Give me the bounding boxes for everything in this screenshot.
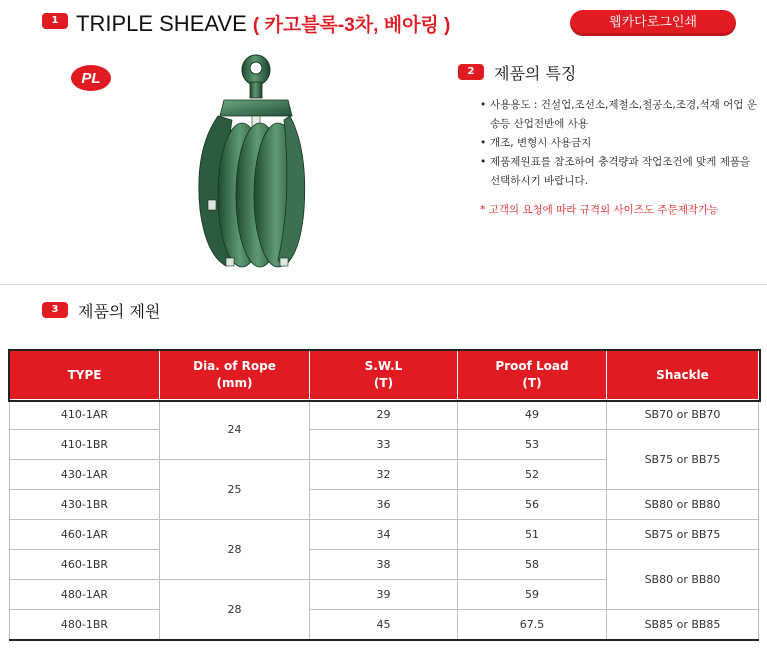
product-subtitle: ( 카고블록-3차, 베아링 ) bbox=[252, 15, 451, 36]
feature-item: • 사용용도 : 건설업,조선소,제철소,철공소,조경,석재 어업 운송등 산업전반에 사용 bbox=[480, 96, 762, 134]
cell-proof: 49 bbox=[458, 400, 607, 430]
col-header-shackle: Shackle bbox=[607, 351, 759, 400]
cell-proof: 53 bbox=[458, 430, 607, 460]
cell-proof: 52 bbox=[458, 460, 607, 490]
cell-swl: 32 bbox=[310, 460, 458, 490]
table-row bbox=[10, 520, 759, 550]
cell-shackle: SB80 or BB80 bbox=[607, 490, 759, 520]
triple-sheave-image bbox=[180, 50, 320, 279]
col-header-rope: Dia. of Rope (mm) bbox=[160, 351, 310, 400]
table-row bbox=[10, 490, 759, 520]
cell-shackle: SB70 or BB70 bbox=[607, 400, 759, 430]
cell-type: 430-1BR bbox=[10, 490, 160, 520]
cell-swl: 29 bbox=[310, 400, 458, 430]
web-catalog-print-button[interactable]: 웹카다로그인쇄 bbox=[570, 10, 736, 36]
cell-type: 410-1AR bbox=[10, 400, 160, 430]
cell-type: 410-1BR bbox=[10, 430, 160, 460]
cell-rope: 24 bbox=[160, 400, 310, 460]
pl-logo-text: PL bbox=[81, 70, 101, 87]
cell-proof: 56 bbox=[458, 490, 607, 520]
features-list bbox=[480, 96, 762, 191]
cell-rope: 25 bbox=[160, 460, 310, 520]
cell-proof: 67.5 bbox=[458, 610, 607, 641]
feature-item: • 개조, 변형시 사용금지 bbox=[480, 134, 762, 153]
cell-type: 460-1BR bbox=[10, 550, 160, 580]
spec-table bbox=[9, 350, 759, 641]
cell-proof: 51 bbox=[458, 520, 607, 550]
cell-type: 430-1AR bbox=[10, 460, 160, 490]
cell-type: 460-1AR bbox=[10, 520, 160, 550]
table-row bbox=[10, 610, 759, 641]
cell-swl: 34 bbox=[310, 520, 458, 550]
cell-proof: 59 bbox=[458, 580, 607, 610]
section-badge-1: 1 bbox=[42, 13, 68, 29]
cell-rope: 28 bbox=[160, 580, 310, 641]
features-heading: 제품의 특징 bbox=[494, 64, 577, 83]
table-row bbox=[10, 430, 759, 460]
spec-heading: 제품의 제원 bbox=[78, 302, 161, 321]
cell-type: 480-1BR bbox=[10, 610, 160, 641]
cell-swl: 45 bbox=[310, 610, 458, 641]
section-badge-3: 3 bbox=[42, 302, 68, 318]
cell-swl: 36 bbox=[310, 490, 458, 520]
feature-item: • 제품제원표를 참조하여 충격량과 작업조건에 맞게 제품을 선택하시기 바랍니다. bbox=[480, 153, 762, 191]
col-header-type: TYPE bbox=[10, 351, 160, 400]
cell-rope: 28 bbox=[160, 520, 310, 580]
cell-swl: 38 bbox=[310, 550, 458, 580]
table-row bbox=[10, 400, 759, 430]
product-title: TRIPLE SHEAVE bbox=[76, 11, 247, 36]
section-badge-2: 2 bbox=[458, 64, 484, 80]
table-header-row bbox=[10, 351, 759, 400]
cell-shackle: SB75 or BB75 bbox=[607, 520, 759, 550]
cell-shackle: SB85 or BB85 bbox=[607, 610, 759, 641]
pl-logo bbox=[70, 64, 112, 96]
page-title bbox=[76, 10, 450, 37]
cell-swl: 39 bbox=[310, 580, 458, 610]
col-header-swl: S.W.L (T) bbox=[310, 351, 458, 400]
cell-shackle: SB75 or BB75 bbox=[607, 430, 759, 490]
section-divider bbox=[0, 284, 767, 285]
custom-order-note: * 고객의 요청에 따라 규격외 사이즈도 주문제작가능 bbox=[480, 204, 719, 216]
cell-shackle: SB80 or BB80 bbox=[607, 550, 759, 610]
cell-proof: 58 bbox=[458, 550, 607, 580]
cell-type: 480-1AR bbox=[10, 580, 160, 610]
col-header-proof-load: Proof Load (T) bbox=[458, 351, 607, 400]
cell-swl: 33 bbox=[310, 430, 458, 460]
table-row bbox=[10, 550, 759, 580]
